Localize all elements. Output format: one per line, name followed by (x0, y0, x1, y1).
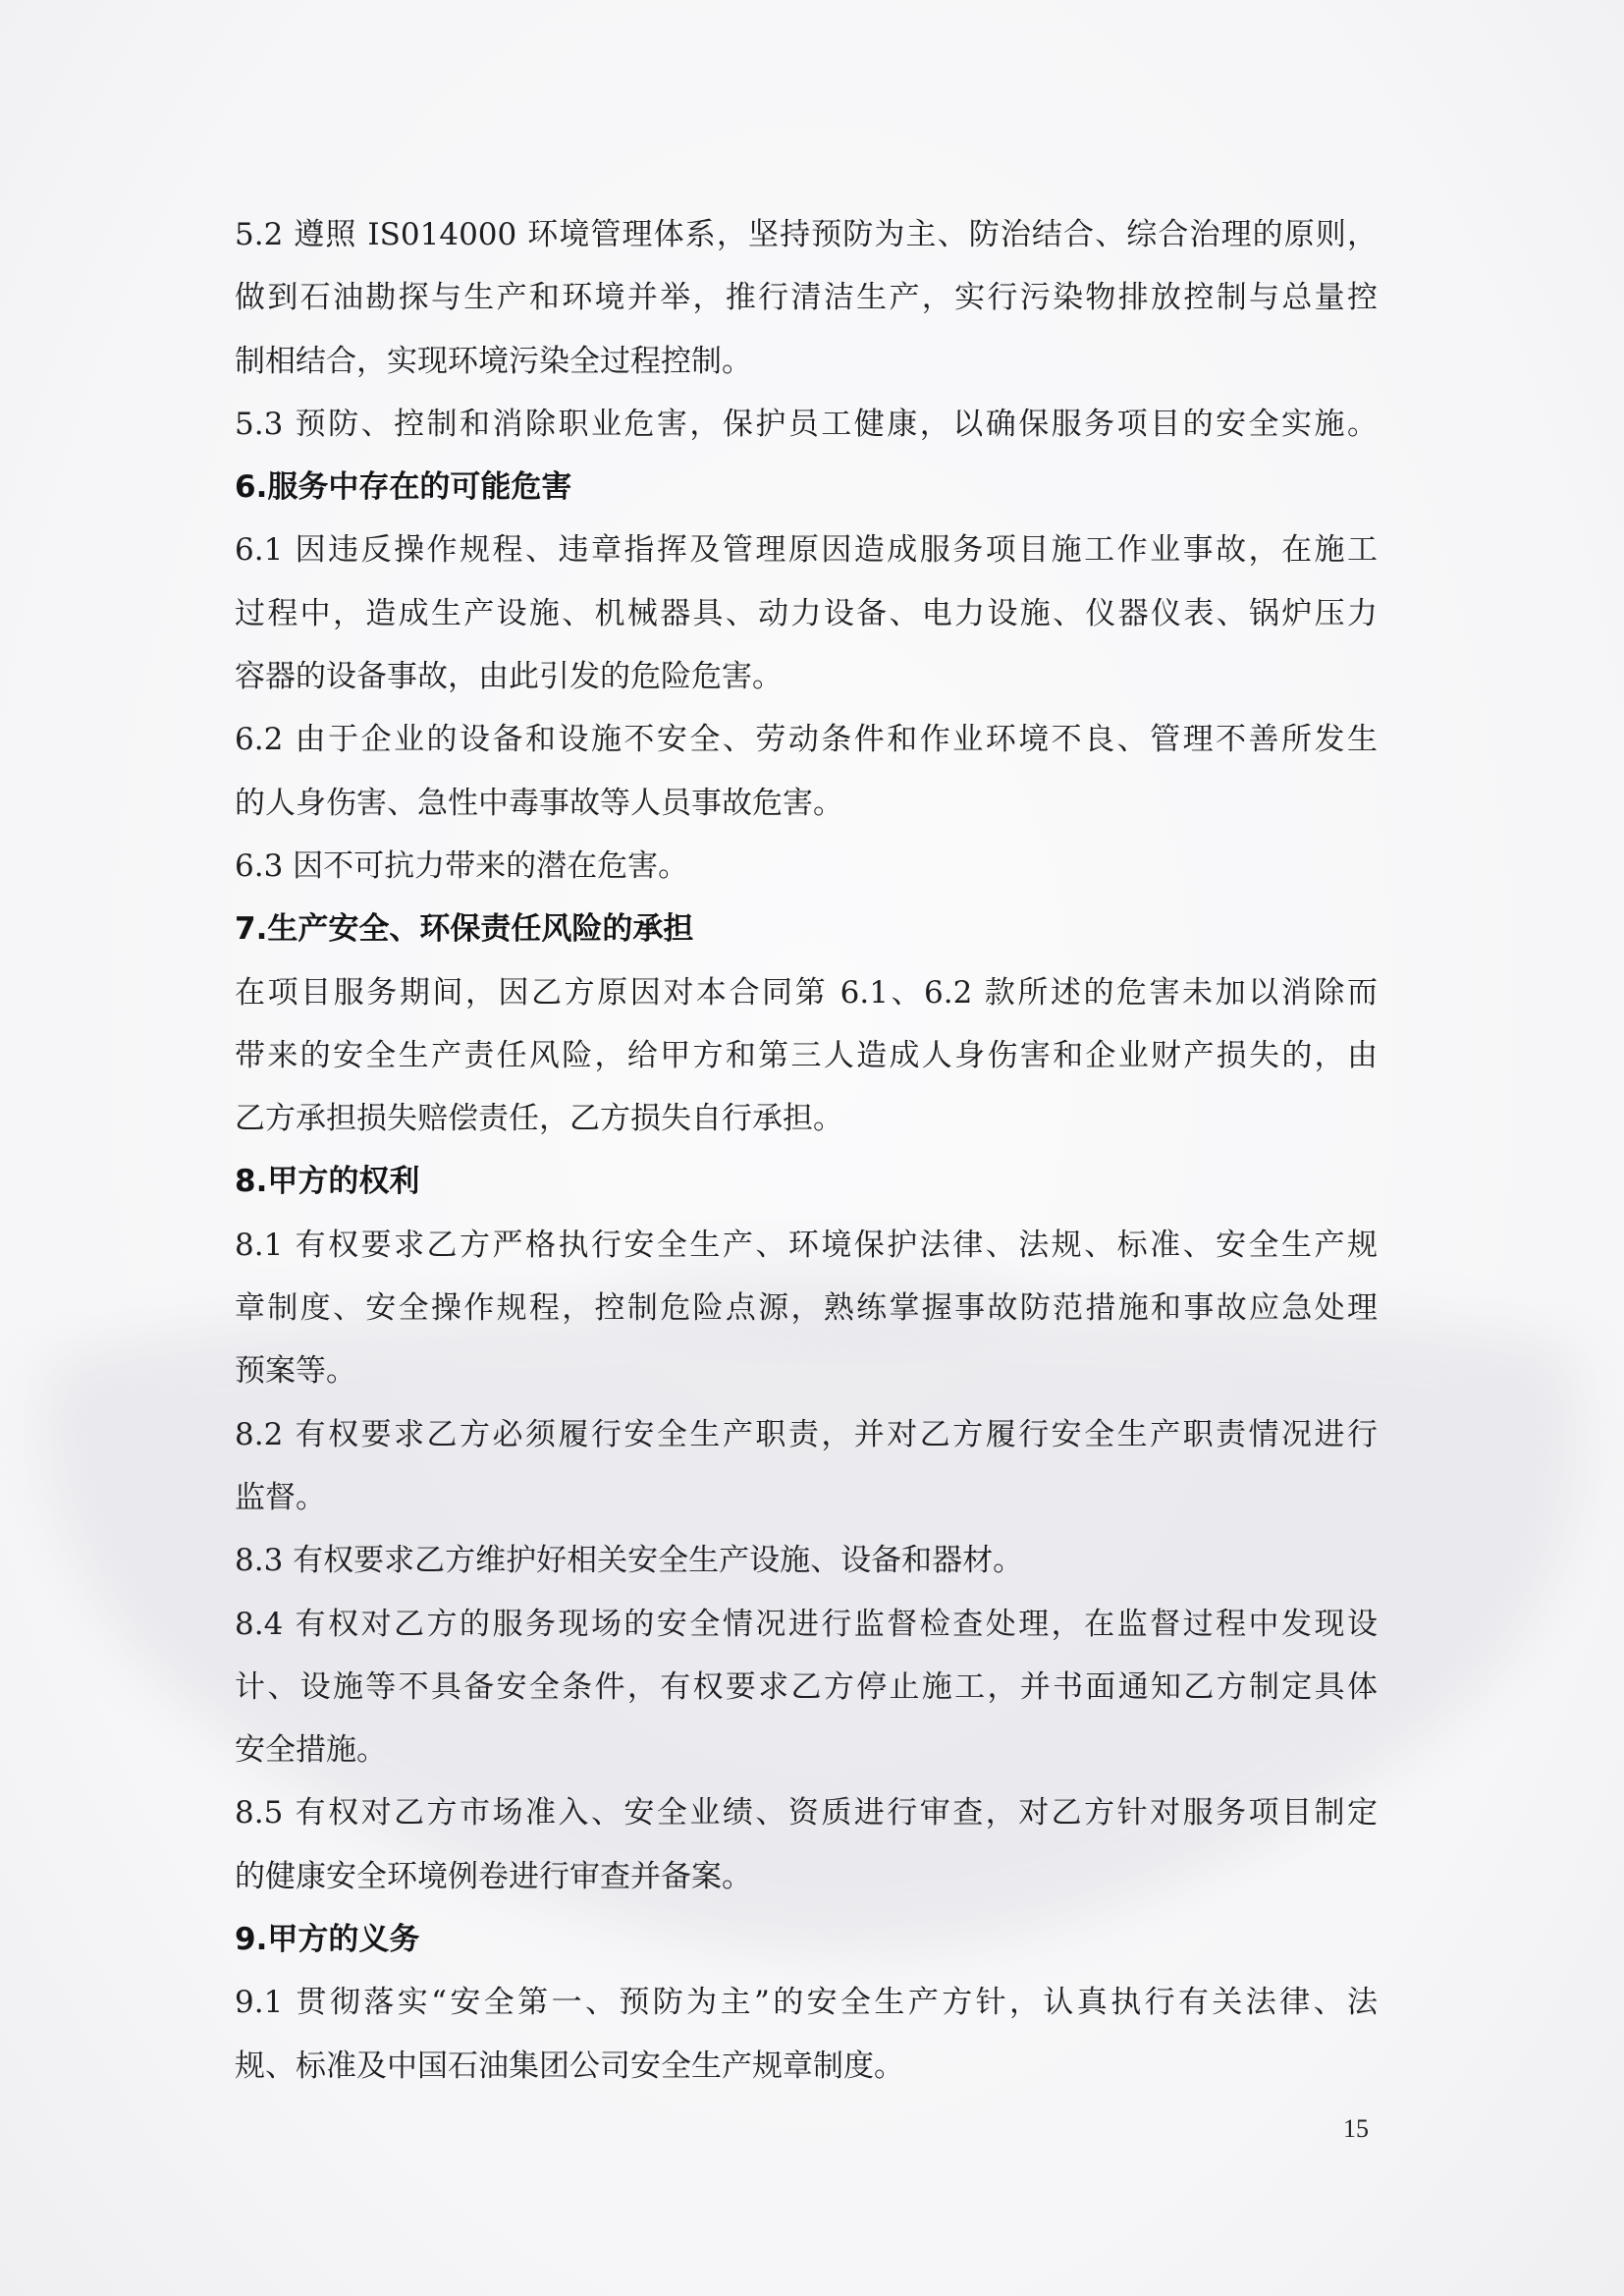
clause-6-1-line-2: 过程中，造成生产设施、机械器具、动力设备、电力设施、仪器仪表、锅炉压力 (235, 595, 1378, 631)
section-7-line-3: 乙方承担损失赔偿责任，乙方损失自行承担。 (235, 1101, 843, 1137)
clause-6-1 (235, 519, 1378, 708)
section-7-paragraph (235, 961, 1378, 1151)
clause-8-5-line-2: 的健康安全环境例卷进行审查并备案。 (235, 1858, 752, 1894)
clause-6-2 (235, 708, 1378, 835)
clause-9-1-line-1: 9.1 贯彻落实“安全第一、预防为主”的安全生产方针，认真执行有关法律、法 (235, 1985, 1378, 2021)
clause-6-2-line-2: 的人身伤害、急性中毒事故等人员事故危害。 (235, 785, 843, 821)
clause-5-3-line-1: 5.3 预防、控制和消除职业危害，保护员工健康，以确保服务项目的安全实施。 (235, 406, 1378, 442)
clause-8-1 (235, 1214, 1378, 1403)
clause-8-5-line-1: 8.5 有权对乙方市场准入、安全业绩、资质进行审查，对乙方针对服务项目制定 (235, 1795, 1378, 1831)
clause-8-3 (235, 1529, 1378, 1592)
section-7-line-1: 在项目服务期间，因乙方原因对本合同第 6.1、6.2 款所述的危害未加以消除而 (235, 974, 1378, 1011)
clause-8-4-line-1: 8.4 有权对乙方的服务现场的安全情况进行监督检查处理，在监督过程中发现设 (235, 1606, 1378, 1642)
section-6-heading: 6.服务中存在的可能危害 (235, 469, 572, 506)
clause-9-1-line-2: 规、标准及中国石油集团公司安全生产规章制度。 (235, 2048, 904, 2084)
clause-8-5 (235, 1781, 1378, 1908)
clause-8-1-line-3: 预案等。 (235, 1353, 356, 1390)
clause-8-1-line-1: 8.1 有权要求乙方严格执行安全生产、环境保护法律、法规、标准、安全生产规 (235, 1227, 1378, 1263)
clause-8-2-line-2: 监督。 (235, 1479, 326, 1515)
clause-5-3 (235, 393, 1378, 456)
clause-6-2-line-1: 6.2 由于企业的设备和设施不安全、劳动条件和作业环境不良、管理不善所发生 (235, 722, 1378, 758)
clause-8-4-line-2: 计、设施等不具备安全条件，有权要求乙方停止施工，并书面通知乙方制定具体 (235, 1668, 1378, 1705)
clause-5-2-line-3: 制相结合，实现环境污染全过程控制。 (235, 343, 752, 379)
clause-6-1-line-1: 6.1 因违反操作规程、违章指挥及管理原因造成服务项目施工作业事故，在施工 (235, 532, 1378, 569)
clause-8-2-line-1: 8.2 有权要求乙方必须履行安全生产职责，并对乙方履行安全生产职责情况进行 (235, 1416, 1378, 1452)
clause-6-1-line-3: 容器的设备事故，由此引发的危险危害。 (235, 659, 783, 695)
clause-5-2-line-2: 做到石油勘探与生产和环境并举，推行清洁生产，实行污染物排放控制与总量控 (235, 280, 1378, 316)
clause-8-2 (235, 1403, 1378, 1530)
section-9-heading: 9.甲方的义务 (235, 1922, 420, 1958)
section-8-heading: 8.甲方的权利 (235, 1164, 420, 1200)
clause-8-3-line-1: 8.3 有权要求乙方维护好相关安全生产设施、设备和器材。 (235, 1543, 1024, 1579)
clause-6-3-line-1: 6.3 因不可抗力带来的潜在危害。 (235, 847, 689, 884)
clause-8-1-line-2: 章制度、安全操作规程，控制危险点源，熟练掌握事故防范措施和事故应急处理 (235, 1290, 1378, 1327)
clause-8-4 (235, 1593, 1378, 1782)
clause-8-4-line-3: 安全措施。 (235, 1732, 387, 1769)
section-7-heading: 7.生产安全、环保责任风险的承担 (235, 911, 694, 948)
clause-9-1 (235, 1971, 1378, 2098)
document-body (235, 203, 1378, 2098)
page-number: 15 (1343, 2114, 1369, 2143)
section-7-line-2: 带来的安全生产责任风险，给甲方和第三人造成人身伤害和企业财产损失的，由 (235, 1037, 1378, 1073)
clause-5-2 (235, 203, 1378, 393)
clause-6-3 (235, 835, 1378, 898)
clause-5-2-line-1: 5.2 遵照 IS014000 环境管理体系，坚持预防为主、防治结合、综合治理的原则， (235, 217, 1378, 252)
